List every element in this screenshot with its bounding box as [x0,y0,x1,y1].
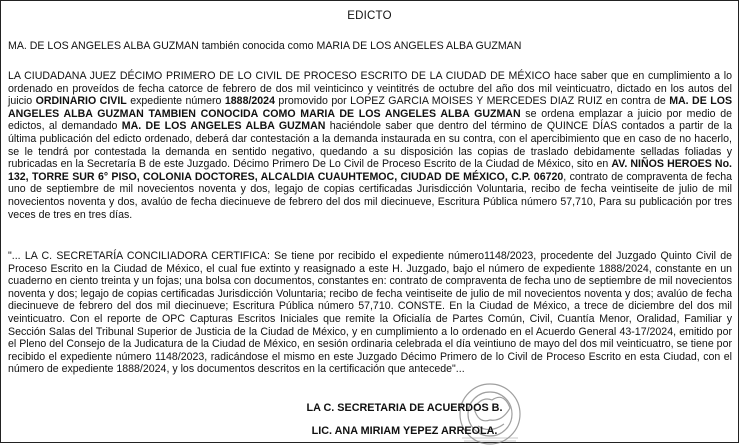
text-segment: haciéndole saber que dentro del término de QUINCE DÍAS contados a partir de la última publicación del edicto ordenado, deberá dar contestación a la demanda instaurada en su contra, con el apercibimiento que en caso de no hacerlo, se le tendrá por contestada la demanda en sentido negativo, quedando a su disposición las copias de traslado debidamente selladas foliadas y rubricadas en la Secretaría B de este Juzgado. Décimo Primero De Lo Civil de Proceso Escrito de la Ciudad de México, sito en [8,120,733,171]
bold-text-segment: MA. DE LOS ANGELES ALBA GUZMAN TAMBIEN CONOCIDA COMO MARIA DE LOS ANGELES ALBA GUZMAN [8,95,733,120]
main-paragraph [8,70,732,221]
text-segment: expediente número [126,95,225,108]
text-segment: , contrato de compraventa de fecha uno de septiembre de mil novecientos noventa y dos, legajo de copias certificadas Jurisdicción Voluntaria, recibo de fecha veintiseite de julio de mil novecientos noventa y dos, avalúo de fecha diecinueve de febrero del dos mil diecinueve, Escritura Pública número 57,710, Para su publicación por tres veces de tres en tres días. [8,170,732,221]
text-segment: LA CIUDADANA JUEZ DÉCIMO PRIMERO DE LO CIVIL DE PROCESO ESCRITO DE LA CIUDAD DE MÉXICO hace saber que en cumplimiento a lo ordenado en proveídos de fecha catorce de febrero de dos mil veinticinco y veintitrés de octubre del año dos mil veinticuatro, dictado en los autos del juicio [8,70,732,108]
text-segment: promovido por LOPEZ GARCIA MOISES Y MERCEDES DIAZ RUIZ en contra de [274,95,670,108]
document-title: EDICTO [347,10,392,22]
signature-title: LA C. SECRETARIA DE ACUERDOS B. [306,402,503,414]
certification-paragraph: "... LA C. SECRETARÍA CONCILIADORA CERTIFICA: Se tiene por recibido el expediente número1148/2023, procedente del Juzgado Quinto Civil de Proceso Escrito en la Ciudad de México, el cual fue extinto y reasignado a este H. Juzgado, bajo el número de expediente 1888/2024, constante en un cuaderno en ciento treinta y un fojas; una bolsa con documentos, constantes en: contrato de compraventa de fecha uno de septiembre de mil novecientos noventa y dos; legajo de copias certificadas Jurisdicción Voluntaria; recibo de fecha veintiseite de julio de mil novecientos noventa y dos; avalúo de fecha diecinueve de febrero del dos mil diecinueve; Escritura Pública número 57,710. CONSTE. En la Ciudad de México, a trece de diciembre del dos mil veinticuatro. Con el reporte de OPC Capturas Escritos Iniciales que remite la Oficialía de Partes Común, Civil, Cuantía Menor, Oralidad, Familiar y Sección Salas del Tribunal Superior de Justicia de la Ciudad de México, y en cumplimiento a lo ordenado en el Acuerdo General 43-17/2024, emitido por el Pleno del Consejo de la Judicatura de la Ciudad de México, en sesión ordinaria celebrada el día veintiuno de mayo del dos mil veinticuatro, se tiene por recibido el expediente número 1148/2023, radicándose el mismo en este Juzgado Décimo Primero de lo Civil de Proceso Escrito en esta Ciudad, con el número de expediente 1888/2024, y los documentos descritos en la certificación que antecede"... [8,250,732,376]
bold-text-segment: MA. DE LOS ANGELES ALBA GUZMAN [121,120,326,133]
bold-text-segment: 1888/2024 [224,95,275,108]
bold-text-segment: AV. NIÑOS HEROES No. 132, TORRE SUR 6° PISO, COLONIA DOCTORES, ALCALDIA CUAUHTEMOC, CIUDAD DE MÉXICO, C.P. 06720 [8,158,732,183]
bold-text-segment: ORDINARIO CIVIL [35,95,127,108]
subject-line: MA. DE LOS ANGELES ALBA GUZMAN también conocida como MARIA DE LOS ANGELES ALBA GUZMAN [8,40,522,52]
text-segment: se ordena emplazar a juicio por medio de edictos, al demandado [8,107,732,133]
signatory-name: LIC. ANA MIRIAM YEPEZ ARREOLA. [311,425,498,437]
